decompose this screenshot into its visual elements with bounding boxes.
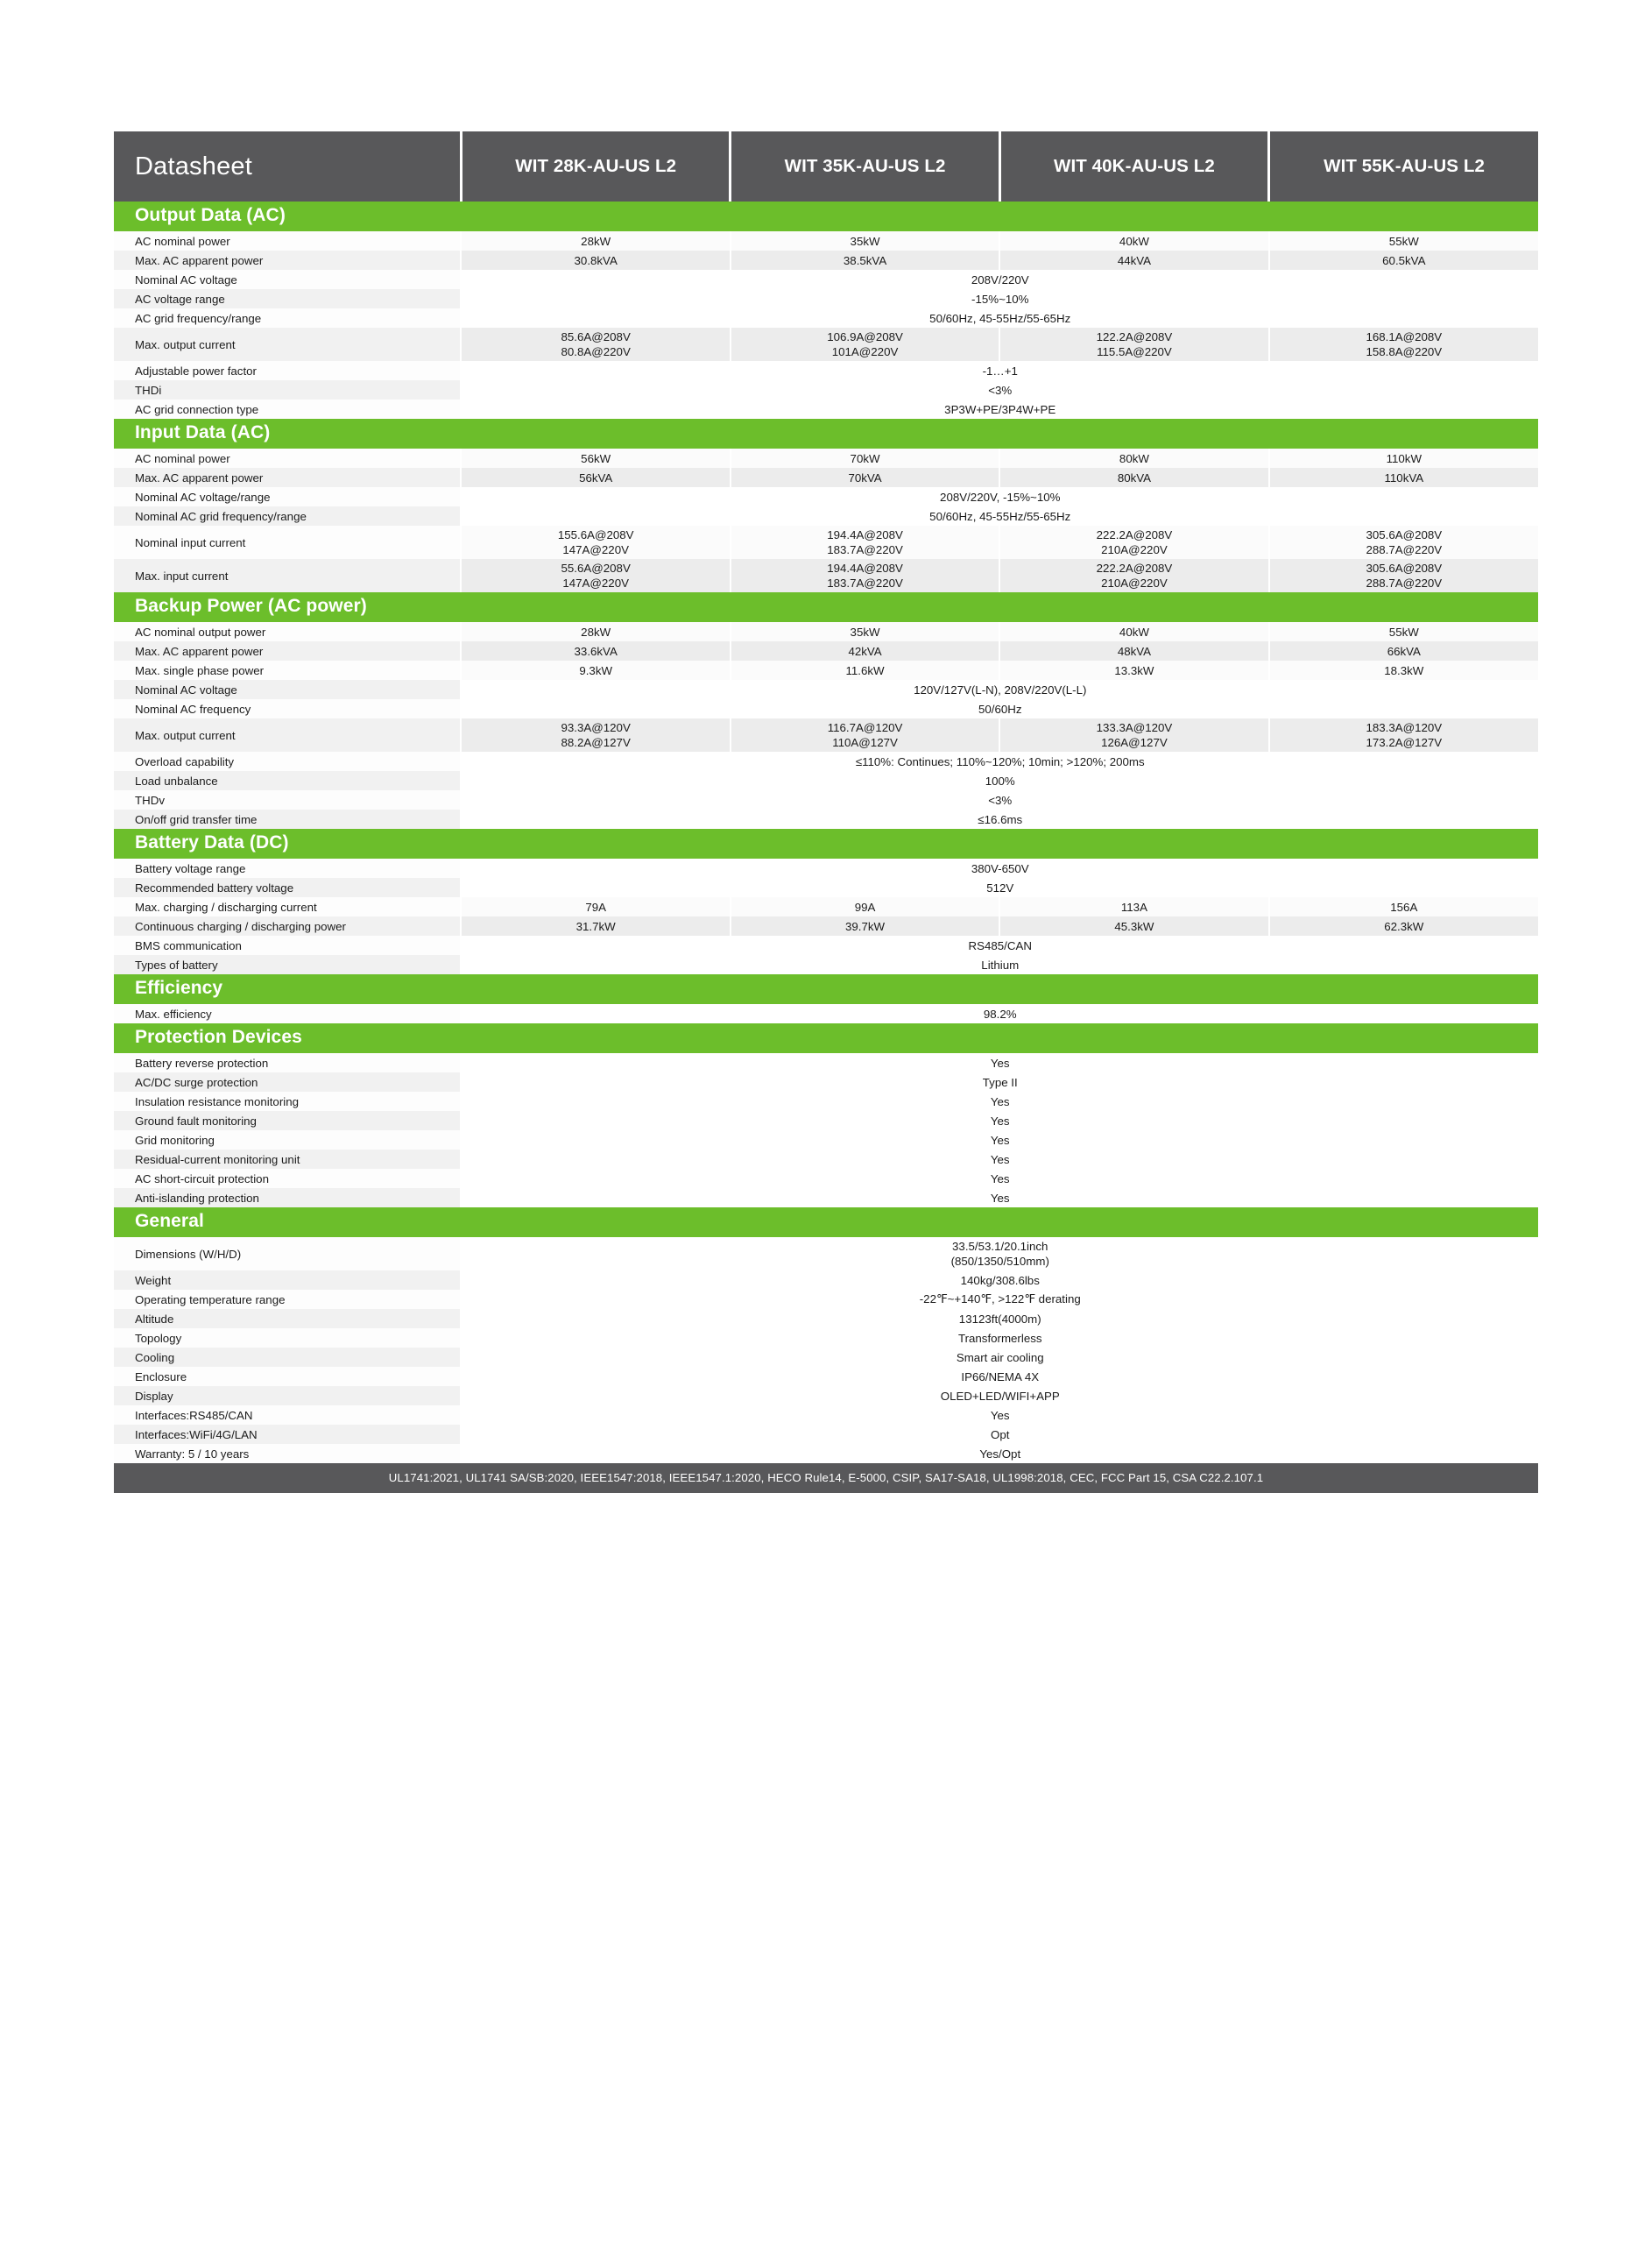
row-label: Nominal AC voltage bbox=[114, 680, 461, 699]
table-row bbox=[114, 1111, 1538, 1130]
row-value-merged: 50/60Hz, 45-55Hz/55-65Hz bbox=[461, 506, 1538, 526]
row-value-merged: Yes bbox=[461, 1111, 1538, 1130]
section-title: Output Data (AC) bbox=[114, 202, 1538, 231]
row-value-3: 222.2A@208V 210A@220V bbox=[999, 559, 1268, 592]
section-header-row bbox=[114, 592, 1538, 622]
table-row bbox=[114, 361, 1538, 380]
row-value-merged: -22℉~+140℉, >122℉ derating bbox=[461, 1290, 1538, 1309]
row-value-2: 194.4A@208V 183.7A@220V bbox=[731, 559, 999, 592]
row-value-1: 28kW bbox=[461, 231, 730, 251]
row-label: Max. charging / discharging current bbox=[114, 897, 461, 916]
row-label: Max. AC apparent power bbox=[114, 641, 461, 661]
row-label: Grid monitoring bbox=[114, 1130, 461, 1150]
table-row bbox=[114, 878, 1538, 897]
section-header-row bbox=[114, 974, 1538, 1004]
table-row bbox=[114, 699, 1538, 718]
row-label: AC voltage range bbox=[114, 289, 461, 308]
row-value-2: 38.5kVA bbox=[731, 251, 999, 270]
row-label: Nominal AC frequency bbox=[114, 699, 461, 718]
row-label: AC nominal power bbox=[114, 449, 461, 468]
row-value-merged: 50/60Hz bbox=[461, 699, 1538, 718]
table-row bbox=[114, 1188, 1538, 1207]
row-value-2: 99A bbox=[731, 897, 999, 916]
row-label: Max. input current bbox=[114, 559, 461, 592]
row-label: Max. output current bbox=[114, 718, 461, 752]
section-header-row bbox=[114, 419, 1538, 449]
table-row bbox=[114, 1004, 1538, 1023]
row-value-1: 79A bbox=[461, 897, 730, 916]
row-label: Nominal AC voltage/range bbox=[114, 487, 461, 506]
row-value-merged: 33.5/53.1/20.1inch (850/1350/510mm) bbox=[461, 1237, 1538, 1270]
row-value-3: 48kVA bbox=[999, 641, 1268, 661]
row-value-merged: 380V-650V bbox=[461, 859, 1538, 878]
certifications-footer: UL1741:2021, UL1741 SA/SB:2020, IEEE1547:2018, IEEE1547.1:2020, HECO Rule14, E-5000, CSIP, SA17-SA18, UL1998:2018, CEC, FCC Part 15, CSA C22.2.107.1 bbox=[114, 1463, 1538, 1493]
row-label: Weight bbox=[114, 1270, 461, 1290]
table-row bbox=[114, 449, 1538, 468]
row-value-4: 55kW bbox=[1269, 622, 1538, 641]
row-value-merged: Yes bbox=[461, 1092, 1538, 1111]
section-title: Backup Power (AC power) bbox=[114, 592, 1538, 622]
row-value-merged: 50/60Hz, 45-55Hz/55-65Hz bbox=[461, 308, 1538, 328]
row-value-merged: 13123ft(4000m) bbox=[461, 1309, 1538, 1328]
model-column-1: WIT 28K-AU-US L2 bbox=[461, 131, 730, 202]
table-row bbox=[114, 400, 1538, 419]
row-value-merged: ≤110%: Continues; 110%~120%; 10min; >120%; 200ms bbox=[461, 752, 1538, 771]
table-row bbox=[114, 1290, 1538, 1309]
row-label: Nominal AC voltage bbox=[114, 270, 461, 289]
table-row bbox=[114, 680, 1538, 699]
row-value-merged: Yes bbox=[461, 1150, 1538, 1169]
table-row bbox=[114, 289, 1538, 308]
table-row bbox=[114, 859, 1538, 878]
table-row bbox=[114, 1425, 1538, 1444]
row-label: AC nominal output power bbox=[114, 622, 461, 641]
row-value-4: 156A bbox=[1269, 897, 1538, 916]
row-value-merged: 208V/220V bbox=[461, 270, 1538, 289]
table-row bbox=[114, 916, 1538, 936]
table-row bbox=[114, 1328, 1538, 1348]
section-header-row bbox=[114, 1207, 1538, 1237]
row-label: Altitude bbox=[114, 1309, 461, 1328]
row-label: THDi bbox=[114, 380, 461, 400]
row-value-3: 13.3kW bbox=[999, 661, 1268, 680]
row-value-merged: Smart air cooling bbox=[461, 1348, 1538, 1367]
row-value-4: 55kW bbox=[1269, 231, 1538, 251]
row-value-4: 18.3kW bbox=[1269, 661, 1538, 680]
section-title: General bbox=[114, 1207, 1538, 1237]
row-value-2: 116.7A@120V 110A@127V bbox=[731, 718, 999, 752]
row-label: AC grid connection type bbox=[114, 400, 461, 419]
table-row bbox=[114, 622, 1538, 641]
row-value-4: 110kVA bbox=[1269, 468, 1538, 487]
row-label: Adjustable power factor bbox=[114, 361, 461, 380]
table-row bbox=[114, 1444, 1538, 1463]
row-label: Load unbalance bbox=[114, 771, 461, 790]
row-value-4: 66kVA bbox=[1269, 641, 1538, 661]
section-title: Protection Devices bbox=[114, 1023, 1538, 1053]
table-body bbox=[114, 202, 1538, 1463]
section-title: Input Data (AC) bbox=[114, 419, 1538, 449]
row-label: Interfaces:WiFi/4G/LAN bbox=[114, 1425, 461, 1444]
row-value-merged: IP66/NEMA 4X bbox=[461, 1367, 1538, 1386]
table-row bbox=[114, 1405, 1538, 1425]
row-value-3: 45.3kW bbox=[999, 916, 1268, 936]
table-row bbox=[114, 251, 1538, 270]
table-row bbox=[114, 506, 1538, 526]
section-header-row bbox=[114, 202, 1538, 231]
row-value-4: 168.1A@208V 158.8A@220V bbox=[1269, 328, 1538, 361]
table-row bbox=[114, 1092, 1538, 1111]
row-label: Interfaces:RS485/CAN bbox=[114, 1405, 461, 1425]
row-label: Insulation resistance monitoring bbox=[114, 1092, 461, 1111]
spec-table bbox=[114, 131, 1538, 1463]
row-label: Continuous charging / discharging power bbox=[114, 916, 461, 936]
row-label: AC short-circuit protection bbox=[114, 1169, 461, 1188]
row-value-3: 113A bbox=[999, 897, 1268, 916]
table-row bbox=[114, 641, 1538, 661]
row-value-2: 70kVA bbox=[731, 468, 999, 487]
row-label: Warranty: 5 / 10 years bbox=[114, 1444, 461, 1463]
row-value-4: 110kW bbox=[1269, 449, 1538, 468]
row-value-merged: Transformerless bbox=[461, 1328, 1538, 1348]
table-row bbox=[114, 718, 1538, 752]
row-value-merged: 98.2% bbox=[461, 1004, 1538, 1023]
table-row bbox=[114, 526, 1538, 559]
row-value-merged: 140kg/308.6lbs bbox=[461, 1270, 1538, 1290]
row-value-2: 39.7kW bbox=[731, 916, 999, 936]
table-row bbox=[114, 487, 1538, 506]
row-value-4: 305.6A@208V 288.7A@220V bbox=[1269, 559, 1538, 592]
row-label: Dimensions (W/H/D) bbox=[114, 1237, 461, 1270]
table-header bbox=[114, 131, 1538, 202]
row-value-merged: 3P3W+PE/3P4W+PE bbox=[461, 400, 1538, 419]
table-row bbox=[114, 1072, 1538, 1092]
row-label: AC/DC surge protection bbox=[114, 1072, 461, 1092]
row-label: Types of battery bbox=[114, 955, 461, 974]
table-row bbox=[114, 328, 1538, 361]
table-row bbox=[114, 1270, 1538, 1290]
table-row bbox=[114, 1386, 1538, 1405]
table-row bbox=[114, 790, 1538, 810]
row-value-2: 35kW bbox=[731, 622, 999, 641]
row-value-merged: Yes bbox=[461, 1169, 1538, 1188]
row-value-1: 30.8kVA bbox=[461, 251, 730, 270]
row-value-1: 9.3kW bbox=[461, 661, 730, 680]
row-value-1: 55.6A@208V 147A@220V bbox=[461, 559, 730, 592]
row-value-merged: 100% bbox=[461, 771, 1538, 790]
row-value-merged: <3% bbox=[461, 790, 1538, 810]
row-label: Anti-islanding protection bbox=[114, 1188, 461, 1207]
row-label: Recommended battery voltage bbox=[114, 878, 461, 897]
row-label: Display bbox=[114, 1386, 461, 1405]
row-label: Topology bbox=[114, 1328, 461, 1348]
row-value-merged: Yes/Opt bbox=[461, 1444, 1538, 1463]
row-label: AC grid frequency/range bbox=[114, 308, 461, 328]
model-column-2: WIT 35K-AU-US L2 bbox=[731, 131, 999, 202]
row-value-1: 93.3A@120V 88.2A@127V bbox=[461, 718, 730, 752]
row-label: Overload capability bbox=[114, 752, 461, 771]
row-label: Residual-current monitoring unit bbox=[114, 1150, 461, 1169]
page-title: Datasheet bbox=[114, 131, 461, 202]
row-value-1: 33.6kVA bbox=[461, 641, 730, 661]
row-value-1: 155.6A@208V 147A@220V bbox=[461, 526, 730, 559]
row-value-merged: Yes bbox=[461, 1053, 1538, 1072]
table-row bbox=[114, 231, 1538, 251]
row-value-merged: Lithium bbox=[461, 955, 1538, 974]
row-value-merged: -15%~10% bbox=[461, 289, 1538, 308]
table-row bbox=[114, 661, 1538, 680]
row-value-merged: Yes bbox=[461, 1405, 1538, 1425]
row-value-merged: 208V/220V, -15%~10% bbox=[461, 487, 1538, 506]
row-label: THDv bbox=[114, 790, 461, 810]
row-value-2: 42kVA bbox=[731, 641, 999, 661]
row-label: Battery voltage range bbox=[114, 859, 461, 878]
table-row bbox=[114, 380, 1538, 400]
table-row bbox=[114, 955, 1538, 974]
table-row bbox=[114, 936, 1538, 955]
row-value-merged: -1…+1 bbox=[461, 361, 1538, 380]
table-row bbox=[114, 308, 1538, 328]
row-value-1: 56kVA bbox=[461, 468, 730, 487]
table-row bbox=[114, 752, 1538, 771]
table-row bbox=[114, 1169, 1538, 1188]
header-row bbox=[114, 131, 1538, 202]
row-value-4: 60.5kVA bbox=[1269, 251, 1538, 270]
row-label: Cooling bbox=[114, 1348, 461, 1367]
section-header-row bbox=[114, 829, 1538, 859]
row-value-3: 40kW bbox=[999, 622, 1268, 641]
row-value-merged: Yes bbox=[461, 1188, 1538, 1207]
row-value-2: 194.4A@208V 183.7A@220V bbox=[731, 526, 999, 559]
row-label: Max. AC apparent power bbox=[114, 468, 461, 487]
row-value-merged: ≤16.6ms bbox=[461, 810, 1538, 829]
row-value-1: 56kW bbox=[461, 449, 730, 468]
row-value-merged: 512V bbox=[461, 878, 1538, 897]
row-value-merged: <3% bbox=[461, 380, 1538, 400]
model-column-4: WIT 55K-AU-US L2 bbox=[1269, 131, 1538, 202]
row-value-merged: Type II bbox=[461, 1072, 1538, 1092]
row-value-3: 222.2A@208V 210A@220V bbox=[999, 526, 1268, 559]
section-title: Efficiency bbox=[114, 974, 1538, 1004]
row-value-3: 44kVA bbox=[999, 251, 1268, 270]
table-row bbox=[114, 468, 1538, 487]
row-label: Nominal AC grid frequency/range bbox=[114, 506, 461, 526]
row-label: Nominal input current bbox=[114, 526, 461, 559]
section-title: Battery Data (DC) bbox=[114, 829, 1538, 859]
row-value-1: 85.6A@208V 80.8A@220V bbox=[461, 328, 730, 361]
row-label: BMS communication bbox=[114, 936, 461, 955]
row-value-1: 31.7kW bbox=[461, 916, 730, 936]
row-value-3: 133.3A@120V 126A@127V bbox=[999, 718, 1268, 752]
table-row bbox=[114, 1367, 1538, 1386]
table-row bbox=[114, 897, 1538, 916]
row-value-2: 70kW bbox=[731, 449, 999, 468]
table-row bbox=[114, 1348, 1538, 1367]
table-row bbox=[114, 1237, 1538, 1270]
table-row bbox=[114, 771, 1538, 790]
row-label: Battery reverse protection bbox=[114, 1053, 461, 1072]
row-label: Max. single phase power bbox=[114, 661, 461, 680]
row-value-merged: OLED+LED/WIFI+APP bbox=[461, 1386, 1538, 1405]
table-row bbox=[114, 1309, 1538, 1328]
row-value-1: 28kW bbox=[461, 622, 730, 641]
row-value-merged: 120V/127V(L-N), 208V/220V(L-L) bbox=[461, 680, 1538, 699]
row-value-3: 80kVA bbox=[999, 468, 1268, 487]
row-value-merged: RS485/CAN bbox=[461, 936, 1538, 955]
row-label: On/off grid transfer time bbox=[114, 810, 461, 829]
row-label: Max. output current bbox=[114, 328, 461, 361]
row-label: Max. efficiency bbox=[114, 1004, 461, 1023]
model-column-3: WIT 40K-AU-US L2 bbox=[999, 131, 1268, 202]
table-row bbox=[114, 270, 1538, 289]
table-row bbox=[114, 1053, 1538, 1072]
row-value-3: 122.2A@208V 115.5A@220V bbox=[999, 328, 1268, 361]
row-label: Operating temperature range bbox=[114, 1290, 461, 1309]
row-value-merged: Opt bbox=[461, 1425, 1538, 1444]
row-value-4: 305.6A@208V 288.7A@220V bbox=[1269, 526, 1538, 559]
row-value-4: 183.3A@120V 173.2A@127V bbox=[1269, 718, 1538, 752]
row-label: Max. AC apparent power bbox=[114, 251, 461, 270]
section-header-row bbox=[114, 1023, 1538, 1053]
table-row bbox=[114, 1130, 1538, 1150]
row-label: Enclosure bbox=[114, 1367, 461, 1386]
row-label: AC nominal power bbox=[114, 231, 461, 251]
table-row bbox=[114, 1150, 1538, 1169]
row-value-2: 106.9A@208V 101A@220V bbox=[731, 328, 999, 361]
row-value-3: 40kW bbox=[999, 231, 1268, 251]
row-value-2: 11.6kW bbox=[731, 661, 999, 680]
table-row bbox=[114, 559, 1538, 592]
row-label: Ground fault monitoring bbox=[114, 1111, 461, 1130]
table-row bbox=[114, 810, 1538, 829]
row-value-merged: Yes bbox=[461, 1130, 1538, 1150]
row-value-4: 62.3kW bbox=[1269, 916, 1538, 936]
row-value-3: 80kW bbox=[999, 449, 1268, 468]
row-value-2: 35kW bbox=[731, 231, 999, 251]
